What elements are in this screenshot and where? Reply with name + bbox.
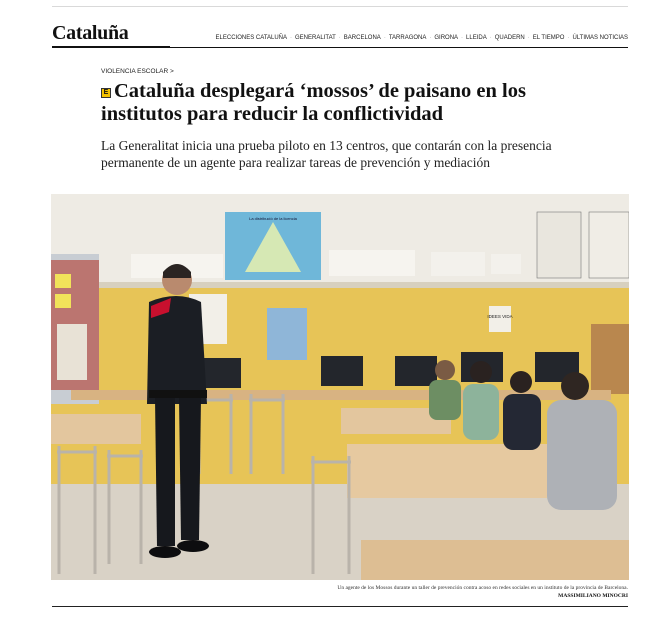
officer-boot <box>149 546 181 558</box>
computer-monitor <box>395 356 437 386</box>
wall-poster <box>57 324 87 380</box>
subnav-link[interactable]: GENERALITAT <box>295 35 336 41</box>
top-rule <box>52 6 628 7</box>
subnav-separator: · <box>338 35 341 41</box>
officer-belt <box>149 390 207 398</box>
officer-leg <box>179 398 201 540</box>
subnav-separator: · <box>290 35 292 41</box>
exclusive-badge-icon: E <box>101 88 111 98</box>
bookshelf <box>591 324 629 394</box>
wall-sign-text: IDEES VIDA <box>487 314 513 319</box>
section-title[interactable]: Cataluña <box>52 22 129 44</box>
wall-drawing <box>589 212 629 278</box>
student-body <box>429 380 461 420</box>
section-header <box>52 20 628 50</box>
subnav-link[interactable]: TARRAGONA <box>388 35 427 41</box>
subnav-link[interactable]: EL TIEMPO <box>532 35 565 41</box>
classroom-photo-illustration <box>51 194 629 580</box>
subnav-link[interactable]: GIRONA <box>434 35 459 41</box>
section-rule <box>52 47 628 48</box>
officer-boot <box>177 540 209 552</box>
student-body <box>463 384 499 440</box>
section-subnav <box>216 35 628 41</box>
bottom-rule <box>52 606 628 607</box>
sticky-note <box>55 294 71 308</box>
photo-credit: MASSIMILIANO MINOCRI <box>558 593 628 599</box>
wall-banner <box>491 254 521 274</box>
desk-foreground <box>361 540 629 580</box>
wall-sign <box>489 306 511 332</box>
subnav-link[interactable]: QUADERN <box>494 35 525 41</box>
article-standfirst: La Generalitat inicia una prueba piloto en 13 centros, que contarán con la presencia permanente de un agente para realizar tareas de prevención y mediación <box>101 138 552 170</box>
student-head <box>435 360 455 380</box>
subnav-link[interactable]: LLEIDA <box>466 35 487 41</box>
student-head <box>470 361 492 383</box>
wall-banner <box>329 250 415 276</box>
student-hoodie <box>547 400 617 510</box>
article-kicker[interactable]: VIOLENCIA ESCOLAR > <box>101 68 174 75</box>
sticky-note <box>55 274 71 288</box>
desk-left <box>51 414 141 444</box>
article-headline-text: Cataluña desplegará ‘mossos’ de paisano en los institutos para reducir la conflictividad <box>101 80 526 125</box>
subnav-separator: · <box>527 35 530 41</box>
article-headline <box>101 80 601 126</box>
subnav-link[interactable]: ÚLTIMAS NOTICIAS <box>572 35 628 41</box>
subnav-separator: · <box>383 35 386 41</box>
wall-drawing <box>537 212 581 278</box>
subnav-separator: · <box>489 35 492 41</box>
officer-leg <box>155 398 175 546</box>
subnav-link[interactable]: ELECCIONES CATALUÑA <box>215 35 287 41</box>
subnav-separator: · <box>429 35 432 41</box>
subnav-link[interactable]: BARCELONA <box>343 35 381 41</box>
photo-caption: Un agente de los Mossos durante un taller de prevención contra acoso en redes sociales en un instituto de la provincia de Barcelona. <box>337 585 628 591</box>
wall-poster-title: La distribució de la licencia <box>249 216 297 221</box>
desk-front <box>347 444 547 498</box>
wall-banner <box>431 252 485 276</box>
computer-monitor <box>321 356 363 386</box>
subnav-separator: · <box>567 35 570 41</box>
student-body <box>503 394 541 450</box>
student-head <box>561 372 589 400</box>
subnav-separator: · <box>461 35 464 41</box>
wall-ledge <box>51 282 629 288</box>
wall-poster-illustration <box>267 308 307 360</box>
article-photo[interactable] <box>51 194 629 580</box>
student-head <box>510 371 532 393</box>
